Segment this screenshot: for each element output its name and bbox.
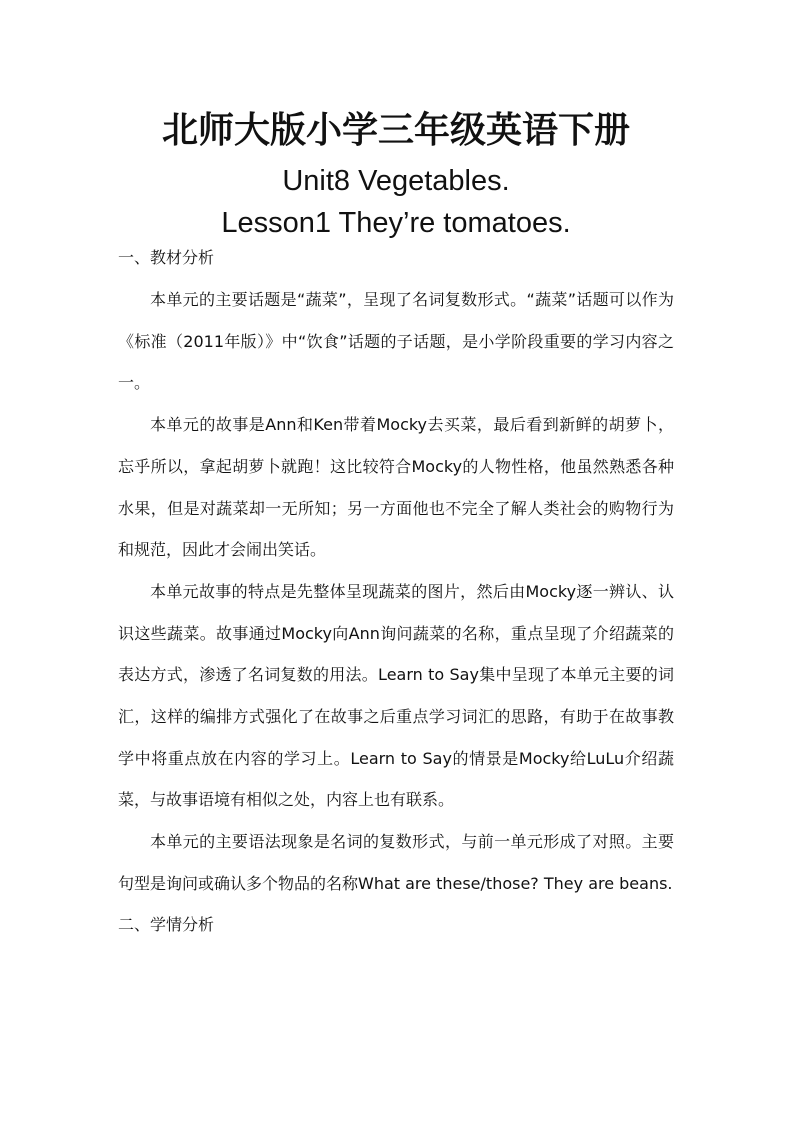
paragraph-grammar: 本单元的主要语法现象是名词的复数形式，与前一单元形成了对照。主要句型是询问或确认多个物品的名称What are these/those? They are beans. [118, 832, 674, 893]
paragraph-story-features: 本单元故事的特点是先整体呈现蔬菜的图片，然后由Mocky逐一辨认、认识这些蔬菜。故事通过Mocky向Ann询问蔬菜的名称，重点呈现了介绍蔬菜的表达方式，渗透了名词复数的用法。Learn to Say集中呈现了本单元主要的词汇，这样的编排方式强化了在故事之后重点学习词汇的思路，有助于在故事教学中将重点放在内容的学习上。Learn to Say的情景是Mocky给LuLu介绍蔬菜，与故事语境有相似之处，内容上也有联系。 [118, 581, 674, 810]
section-heading-learner-analysis: 二、学情分析 [118, 914, 215, 934]
paragraph-topic: 本单元的主要话题是“蔬菜”，呈现了名词复数形式。“蔬菜”话题可以作为《标准（2011年版）》中“饮食”话题的子话题，是小学阶段重要的学习内容之一。 [118, 290, 674, 393]
section-body [118, 279, 674, 905]
lesson-title: Lesson1 They’re tomatoes. [221, 207, 571, 239]
document-title-cn: 北师大版小学三年级英语下册 [161, 110, 630, 151]
section-heading-textbook-analysis: 一、教材分析 [118, 248, 215, 267]
unit-title: Unit8 Vegetables. [282, 165, 510, 197]
paragraph-story: 本单元的故事是Ann和Ken带着Mocky去买菜，最后看到新鲜的胡萝卜，忘乎所以，拿起胡萝卜就跑！这比较符合Mocky的人物性格，他虽然熟悉各种水果，但是对蔬菜却一无所知；另一方面他也不完全了解人类社会的购物行为和规范，因此才会闹出笑话。 [118, 415, 674, 560]
